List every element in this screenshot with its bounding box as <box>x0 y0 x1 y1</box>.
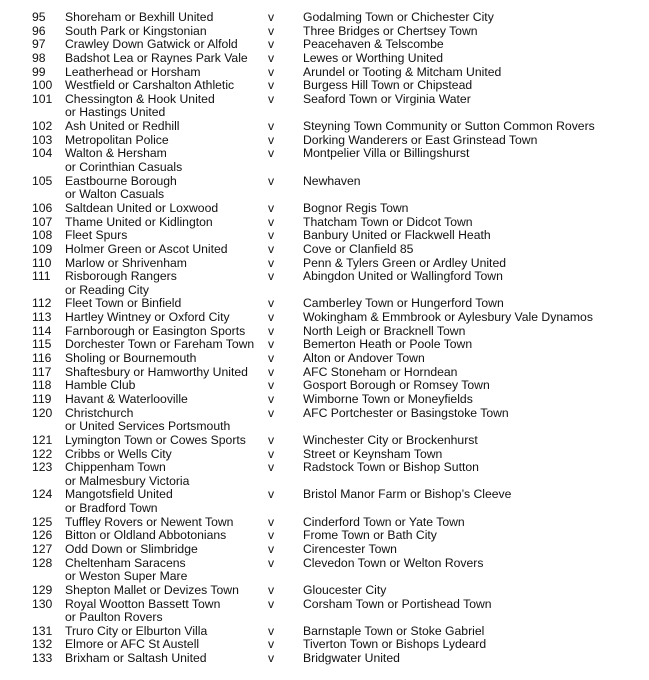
away-teams: Cove or Clanfield 85 <box>303 241 414 256</box>
fixture-row <box>0 188 649 202</box>
fixture-number: 129 <box>32 582 53 597</box>
home-teams: Leatherhead or Horsham <box>65 64 201 79</box>
home-teams: Royal Wootton Bassett Town <box>65 596 221 611</box>
fixture-number: 120 <box>32 405 53 420</box>
versus-marker: v <box>268 623 275 638</box>
versus-marker: v <box>268 391 275 406</box>
fixture-number: 95 <box>32 10 46 24</box>
fixture-number: 112 <box>32 296 52 311</box>
home-teams: Truro City or Elburton Villa <box>65 623 208 638</box>
home-teams: or Walton Casuals <box>65 187 165 202</box>
versus-marker: v <box>268 514 275 529</box>
versus-marker: v <box>268 460 275 475</box>
fixture-row <box>0 38 649 52</box>
away-teams: Bristol Manor Farm or Bishop’s Cleeve <box>303 487 512 502</box>
away-teams: Clevedon Town or Welton Rovers <box>303 555 484 570</box>
versus-marker: v <box>268 200 275 215</box>
home-teams: Badshot Lea or Raynes Park Vale <box>65 50 248 65</box>
fixture-row <box>0 570 649 584</box>
fixture-number: 127 <box>32 541 53 556</box>
home-teams: or Corinthian Casuals <box>65 160 183 175</box>
fixture-row <box>0 502 649 516</box>
fixture-row <box>0 379 649 393</box>
away-teams: Montpelier Villa or Billingshurst <box>303 146 470 161</box>
fixture-row <box>0 79 649 93</box>
home-teams: or Reading City <box>65 282 149 297</box>
home-teams: or Paulton Rovers <box>65 610 163 625</box>
fixture-number: 101 <box>32 91 53 106</box>
away-teams: Lewes or Worthing United <box>303 50 444 65</box>
fixture-number: 124 <box>32 487 53 502</box>
away-teams: Tiverton Town or Bishops Lydeard <box>303 637 487 652</box>
versus-marker: v <box>268 91 275 106</box>
fixture-row <box>0 652 649 666</box>
away-teams: Banbury United or Flackwell Heath <box>303 228 491 243</box>
home-teams: or Bradford Town <box>65 501 158 516</box>
versus-marker: v <box>268 323 275 338</box>
home-teams: Mangotsfield United <box>65 487 173 502</box>
fixture-row <box>0 106 649 120</box>
home-teams: Cheltenham Saracens <box>65 555 186 570</box>
fixture-row <box>0 516 649 530</box>
fixture-number: 113 <box>32 310 52 325</box>
fixture-number: 106 <box>32 200 53 215</box>
away-teams: AFC Portchester or Basingstoke Town <box>303 405 509 420</box>
fixture-number: 130 <box>32 596 53 611</box>
fixture-row <box>0 543 649 557</box>
fixture-number: 122 <box>32 446 53 461</box>
away-teams: Radstock Town or Bishop Sutton <box>303 460 479 475</box>
away-teams: Steyning Town Community or Sutton Common Rovers <box>303 119 595 134</box>
fixture-row <box>0 557 649 571</box>
versus-marker: v <box>268 228 275 243</box>
home-teams: Thame United or Kidlington <box>65 214 213 229</box>
home-teams: Christchurch <box>65 405 134 420</box>
home-teams: Marlow or Shrivenham <box>65 255 187 270</box>
away-teams: Corsham Town or Portishead Town <box>303 596 492 611</box>
fixture-number: 103 <box>32 132 53 147</box>
away-teams: Abingdon United or Wallingford Town <box>303 269 503 284</box>
fixture-row <box>0 448 649 462</box>
away-teams: Bognor Regis Town <box>303 200 409 215</box>
away-teams: AFC Stoneham or Horndean <box>303 364 458 379</box>
versus-marker: v <box>268 10 275 24</box>
fixture-row <box>0 625 649 639</box>
away-teams: Thatcham Town or Didcot Town <box>303 214 473 229</box>
fixture-number: 131 <box>32 623 53 638</box>
fixture-number: 109 <box>32 241 53 256</box>
fixture-row <box>0 611 649 625</box>
fixture-row <box>0 11 649 25</box>
fixture-number: 111 <box>32 269 51 284</box>
away-teams: Dorking Wanderers or East Grinstead Town <box>303 132 538 147</box>
versus-marker: v <box>268 64 275 79</box>
fixture-row <box>0 134 649 148</box>
home-teams: Odd Down or Slimbridge <box>65 541 198 556</box>
versus-marker: v <box>268 582 275 597</box>
fixture-row <box>0 52 649 66</box>
away-teams: Gloucester City <box>303 582 387 597</box>
home-teams: Holmer Green or Ascot United <box>65 241 228 256</box>
away-teams: Frome Town or Bath City <box>303 528 437 543</box>
home-teams: Brixham or Saltash United <box>65 651 207 666</box>
fixture-number: 102 <box>32 119 53 134</box>
versus-marker: v <box>268 596 275 611</box>
fixture-number: 97 <box>32 37 46 52</box>
fixture-row <box>0 461 649 475</box>
fixture-number: 107 <box>32 214 53 229</box>
away-teams: North Leigh or Bracknell Town <box>303 323 466 338</box>
away-teams: Seaford Town or Virginia Water <box>303 91 471 106</box>
fixture-row <box>0 584 649 598</box>
home-teams: Bitton or Oldland Abbotonians <box>65 528 227 543</box>
versus-marker: v <box>268 337 275 352</box>
home-teams: Shaftesbury or Hamworthy United <box>65 364 248 379</box>
home-teams: Elmore or AFC St Austell <box>65 637 200 652</box>
versus-marker: v <box>268 37 275 52</box>
home-teams: Metropolitan Police <box>65 132 169 147</box>
fixture-row <box>0 257 649 271</box>
away-teams: Street or Keynsham Town <box>303 446 443 461</box>
home-teams: Crawley Down Gatwick or Alfold <box>65 37 238 52</box>
home-teams: Shoreham or Bexhill United <box>65 10 214 24</box>
fixture-row <box>0 284 649 298</box>
fixture-row <box>0 120 649 134</box>
versus-marker: v <box>268 528 275 543</box>
fixture-number: 105 <box>32 173 53 188</box>
away-teams: Alton or Andover Town <box>303 351 425 366</box>
away-teams: Bemerton Heath or Poole Town <box>303 337 473 352</box>
versus-marker: v <box>268 541 275 556</box>
versus-marker: v <box>268 132 275 147</box>
versus-marker: v <box>268 637 275 652</box>
fixture-row <box>0 229 649 243</box>
versus-marker: v <box>268 296 275 311</box>
home-teams: Ash United or Redhill <box>65 119 180 134</box>
fixture-row <box>0 297 649 311</box>
versus-marker: v <box>268 487 275 502</box>
away-teams: Cirencester Town <box>303 541 397 556</box>
home-teams: or Malmesbury Victoria <box>65 473 190 488</box>
home-teams: or Hastings United <box>65 105 166 120</box>
home-teams: Cribbs or Wells City <box>65 446 172 461</box>
home-teams: Eastbourne Borough <box>65 173 177 188</box>
versus-marker: v <box>268 173 275 188</box>
fixture-row <box>0 638 649 652</box>
fixture-row <box>0 598 649 612</box>
versus-marker: v <box>268 351 275 366</box>
fixture-row <box>0 311 649 325</box>
home-teams: or Weston Super Mare <box>65 569 188 584</box>
fixture-number: 133 <box>32 651 53 666</box>
versus-marker: v <box>268 78 275 93</box>
away-teams: Bridgwater United <box>303 651 400 666</box>
fixture-row <box>0 338 649 352</box>
away-teams: Wokingham & Emmbrook or Aylesbury Vale Dynamos <box>303 310 593 325</box>
away-teams: Barnstaple Town or Stoke Gabriel <box>303 623 485 638</box>
fixture-number: 99 <box>32 64 46 79</box>
fixture-number: 115 <box>32 337 52 352</box>
fixture-number: 100 <box>32 78 53 93</box>
fixture-row <box>0 66 649 80</box>
fixture-number: 108 <box>32 228 53 243</box>
home-teams: Sholing or Bournemouth <box>65 351 197 366</box>
away-teams: Peacehaven & Telscombe <box>303 37 444 52</box>
fixture-number: 119 <box>32 391 52 406</box>
away-teams: Three Bridges or Chertsey Town <box>303 23 478 38</box>
versus-marker: v <box>268 310 275 325</box>
fixture-row <box>0 243 649 257</box>
home-teams: Shepton Mallet or Devizes Town <box>65 582 239 597</box>
fixture-number: 126 <box>32 528 53 543</box>
fixture-number: 118 <box>32 378 52 393</box>
fixture-row <box>0 529 649 543</box>
away-teams: Arundel or Tooting & Mitcham United <box>303 64 502 79</box>
versus-marker: v <box>268 119 275 134</box>
home-teams: Risborough Rangers <box>65 269 177 284</box>
away-teams: Camberley Town or Hungerford Town <box>303 296 504 311</box>
fixture-number: 96 <box>32 23 46 38</box>
home-teams: Fleet Town or Binfield <box>65 296 182 311</box>
fixture-row <box>0 434 649 448</box>
fixture-row <box>0 488 649 502</box>
home-teams: South Park or Kingstonian <box>65 23 207 38</box>
home-teams: Lymington Town or Cowes Sports <box>65 432 246 447</box>
versus-marker: v <box>268 364 275 379</box>
fixture-row <box>0 352 649 366</box>
fixture-number: 116 <box>32 351 52 366</box>
away-teams: Wimborne Town or Moneyfields <box>303 391 473 406</box>
away-teams: Winchester City or Brockenhurst <box>303 432 478 447</box>
fixture-row <box>0 325 649 339</box>
fixture-row <box>0 25 649 39</box>
fixture-number: 117 <box>32 364 52 379</box>
fixture-number: 114 <box>32 323 52 338</box>
fixture-number: 123 <box>32 460 53 475</box>
home-teams: Saltdean United or Loxwood <box>65 200 219 215</box>
fixture-row <box>0 202 649 216</box>
fixture-row <box>0 147 649 161</box>
fixture-number: 110 <box>32 255 52 270</box>
away-teams: Cinderford Town or Yate Town <box>303 514 465 529</box>
fixture-number: 98 <box>32 50 46 65</box>
versus-marker: v <box>268 446 275 461</box>
versus-marker: v <box>268 23 275 38</box>
home-teams: Tuffley Rovers or Newent Town <box>65 514 234 529</box>
home-teams: Hartley Wintney or Oxford City <box>65 310 230 325</box>
fixture-number: 104 <box>32 146 53 161</box>
home-teams: or United Services Portsmouth <box>65 419 231 434</box>
fixture-number: 121 <box>32 432 53 447</box>
versus-marker: v <box>268 269 275 284</box>
versus-marker: v <box>268 146 275 161</box>
fixture-row <box>0 366 649 380</box>
fixture-row <box>0 407 649 421</box>
home-teams: Dorchester Town or Fareham Town <box>65 337 255 352</box>
versus-marker: v <box>268 432 275 447</box>
home-teams: Chessington & Hook United <box>65 91 215 106</box>
home-teams: Havant & Waterlooville <box>65 391 188 406</box>
home-teams: Farnborough or Easington Sports <box>65 323 246 338</box>
away-teams: Gosport Borough or Romsey Town <box>303 378 490 393</box>
versus-marker: v <box>268 378 275 393</box>
versus-marker: v <box>268 214 275 229</box>
away-teams: Penn & Tylers Green or Ardley United <box>303 255 507 270</box>
fixture-row <box>0 161 649 175</box>
home-teams: Westfield or Carshalton Athletic <box>65 78 235 93</box>
away-teams: Godalming Town or Chichester City <box>303 10 494 24</box>
fixture-row <box>0 93 649 107</box>
fixture-row <box>0 420 649 434</box>
home-teams: Hamble Club <box>65 378 136 393</box>
fixture-row <box>0 270 649 284</box>
fixture-number: 125 <box>32 514 53 529</box>
fixture-row <box>0 175 649 189</box>
versus-marker: v <box>268 241 275 256</box>
fixture-number: 132 <box>32 637 53 652</box>
versus-marker: v <box>268 50 275 65</box>
home-teams: Chippenham Town <box>65 460 166 475</box>
fixture-row <box>0 216 649 230</box>
versus-marker: v <box>268 405 275 420</box>
home-teams: Walton & Hersham <box>65 146 167 161</box>
versus-marker: v <box>268 555 275 570</box>
fixture-row <box>0 475 649 489</box>
away-teams: Newhaven <box>303 173 361 188</box>
fixture-number: 128 <box>32 555 53 570</box>
fixture-row <box>0 393 649 407</box>
away-teams: Burgess Hill Town or Chipstead <box>303 78 473 93</box>
home-teams: Fleet Spurs <box>65 228 128 243</box>
versus-marker: v <box>268 255 275 270</box>
versus-marker: v <box>268 651 275 666</box>
